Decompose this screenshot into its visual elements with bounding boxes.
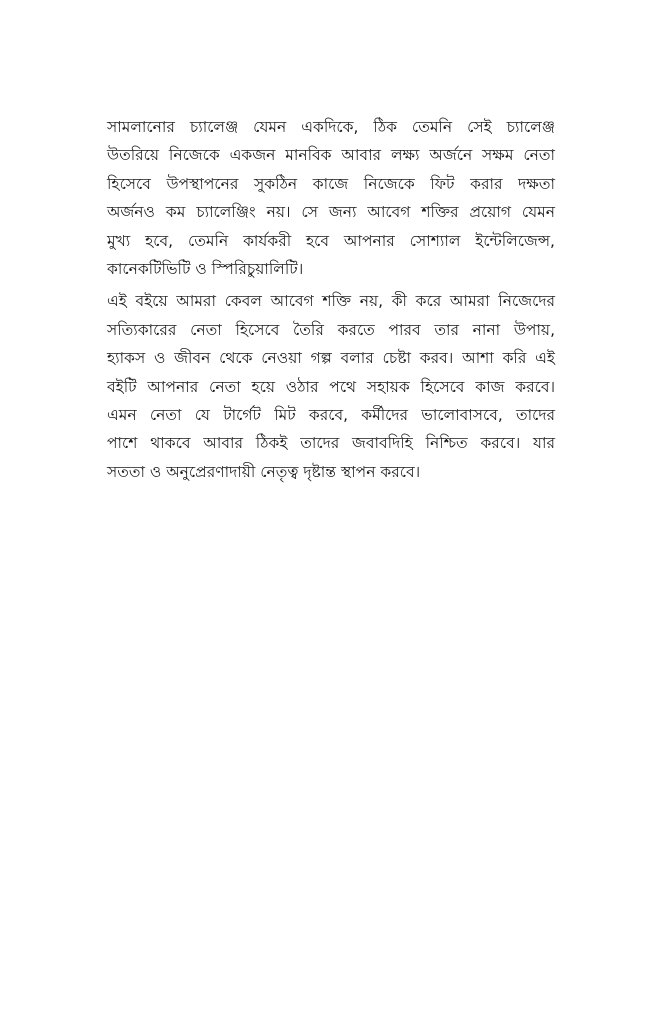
text-line: সত্যিকারের নেতা হিসেবে তৈরি করতে পারব তার নানা উপায়, bbox=[107, 320, 555, 339]
text-line: অর্জনও কম চ্যালেঞ্জিং নয়। সে জন্য আবেগ শক্তির প্রয়োগ যেমন bbox=[107, 203, 555, 222]
text-line: হ্যাকস ও জীবন থেকে নেওয়া গল্প বলার চেষ্টা করব। আশা করি এই bbox=[107, 349, 555, 368]
text-line: উতরিয়ে নিজেকে একজন মানবিক আবার লক্ষ্য অর্জনে সক্ষম নেতা bbox=[107, 146, 555, 165]
text-line: বইটি আপনার নেতা হয়ে ওঠার পথে সহায়ক হিসেবে কাজ করবে। bbox=[107, 377, 555, 396]
text-line: মুখ্য হবে, তেমনি কার্যকরী হবে আপনার সোশ্যাল ইন্টেলিজেন্স, bbox=[107, 231, 555, 250]
paragraph-1 bbox=[107, 113, 555, 283]
text-line: হিসেবে উপস্থাপনের সুকঠিন কাজে নিজেকে ফিট করার দক্ষতা bbox=[107, 174, 555, 193]
text-line: পাশে থাকবে আবার ঠিকই তাদের জবাবদিহি নিশ্চিত করবে। যার bbox=[107, 434, 555, 453]
document-page bbox=[107, 113, 555, 486]
text-line: সততা ও অনুপ্রেরণাদায়ী নেতৃত্ব দৃষ্টান্ত স্থাপন করবে। bbox=[107, 462, 421, 481]
paragraph-2 bbox=[107, 287, 555, 486]
text-line: কানেকটিভিটি ও স্পিরিচুয়ালিটি। bbox=[107, 259, 304, 278]
text-line: এই বইয়ে আমরা কেবল আবেগ শক্তি নয়, কী করে আমরা নিজেদের bbox=[107, 292, 555, 311]
text-line: এমন নেতা যে টার্গেট মিট করবে, কর্মীদের ভালোবাসবে, তাদের bbox=[107, 405, 555, 424]
text-line: সামলানোর চ্যালেঞ্জ যেমন একদিকে, ঠিক তেমনি সেই চ্যালেঞ্জ bbox=[107, 118, 555, 136]
